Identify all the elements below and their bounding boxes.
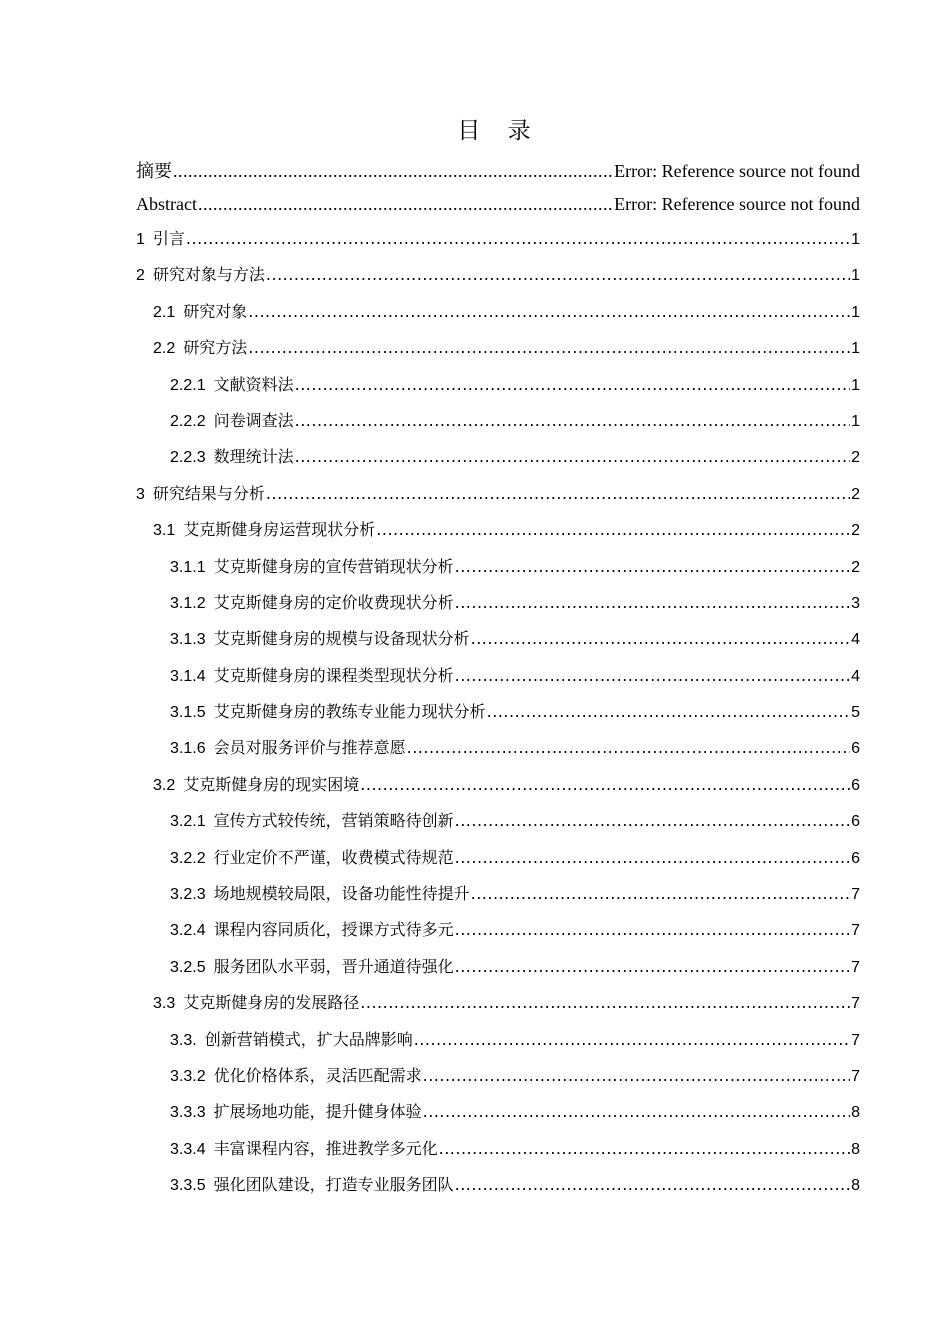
toc-dot-leader [455,803,850,839]
toc-dot-leader [248,294,850,330]
toc-entry-label: 摘要 [136,161,172,181]
toc-entry-page-number: 3 [851,594,860,612]
toc-entry-label: 艾克斯健身房运营现状分析 [183,520,376,540]
toc-entry-number: 3.1.1 [170,558,206,576]
toc-entry-page-number: 7 [851,958,860,976]
toc-entry[interactable] [136,330,860,366]
toc-entry-page-number: 6 [851,740,860,758]
toc-entry-label: Abstract [136,194,197,214]
toc-entry[interactable] [136,876,860,912]
toc-entry-number: 2.2.1 [170,376,206,394]
toc-entry-page-number: Error: Reference source not found [614,194,860,214]
toc-entry-label: 艾克斯健身房的教练专业能力现状分析 [213,702,486,722]
toc-entry[interactable] [136,1022,860,1058]
toc-entry-page-number: 2 [851,558,860,576]
toc-entry-page-number: 8 [851,1140,860,1158]
toc-entry[interactable] [136,1058,860,1094]
toc-dot-leader [198,188,613,221]
toc-entry-page-number: 7 [851,886,860,904]
toc-title: 目 录 [457,118,541,144]
toc-entry[interactable] [136,1131,860,1167]
toc-dot-leader [455,585,850,621]
toc-dot-leader [455,949,850,985]
toc-entry[interactable] [136,730,860,766]
toc-entry-page-number: 1 [851,267,860,285]
toc-dot-leader [423,1058,850,1094]
toc-entry[interactable] [136,367,860,403]
toc-entry-label: 研究结果与分析 [152,483,265,503]
toc-entry[interactable] [136,840,860,876]
toc-dot-leader [407,730,850,766]
toc-entry-label: 服务团队水平弱，晋升通道待强化 [213,956,454,976]
toc-entry-page-number: 6 [851,849,860,867]
toc-entry-label: 研究对象与方法 [152,265,265,285]
toc-dot-leader [487,694,850,730]
toc-entry-number: 3.2.1 [170,813,206,831]
toc-entry[interactable] [136,694,860,730]
toc-dot-leader [248,330,850,366]
toc-entry-page-number: 2 [851,485,860,503]
toc-entry-number: 2 [136,267,145,285]
toc-entry[interactable] [136,294,860,330]
toc-entry-number: 1 [136,231,145,248]
toc-entry[interactable] [136,512,860,548]
toc-dot-leader [439,1131,850,1167]
toc-entry[interactable] [136,1094,860,1130]
toc-dot-leader [455,549,850,585]
toc-entry[interactable] [136,658,860,694]
toc-entry[interactable] [136,439,860,475]
toc-dot-leader [455,1167,850,1203]
toc-dot-leader [295,403,850,439]
toc-entry-label: 艾克斯健身房的宣传营销现状分析 [213,556,454,576]
toc-entry-number: 3 [136,485,145,503]
toc-entry-page-number: 8 [851,1104,860,1122]
toc-entry-number: 3.3.4 [170,1140,206,1158]
toc-dot-leader [471,876,850,912]
toc-entry[interactable] [136,985,860,1021]
toc-entry[interactable] [136,549,860,585]
toc-entry[interactable] [136,221,860,257]
toc-dot-leader [173,155,613,188]
toc-entry-label: 艾克斯健身房的规模与设备现状分析 [213,629,470,649]
toc-entry[interactable] [136,803,860,839]
toc-entry-label: 文献资料法 [213,374,294,394]
toc-entry-label: 问卷调查法 [213,410,294,430]
toc-entry[interactable] [136,949,860,985]
toc-entry-page-number: 1 [851,376,860,394]
toc-entry-number: 3.1 [153,522,176,540]
toc-entry-page-number: 7 [851,995,860,1013]
toc-entry-label: 艾克斯健身房的定价收费现状分析 [213,592,454,612]
toc-dot-leader [455,658,850,694]
toc-entry[interactable] [136,767,860,803]
toc-entry-page-number: 7 [851,1067,860,1085]
toc-dot-leader [455,840,850,876]
toc-entry-page-number: 5 [851,704,860,722]
toc-entry-page-number: 7 [851,922,860,940]
toc-entry-number: 2.2.2 [170,412,206,430]
toc-entry-number: 2.2.3 [170,449,206,467]
toc-entry-label: 艾克斯健身房的发展路径 [183,993,360,1013]
toc-entry-label: 研究对象 [183,301,248,321]
toc-dot-leader [414,1022,850,1058]
toc-entry-number: 3.2.4 [170,922,206,940]
toc-entry[interactable] [136,257,860,293]
toc-list [136,155,860,1204]
toc-entry-label: 会员对服务评价与推荐意愿 [213,738,406,758]
toc-dot-leader [295,367,850,403]
toc-entry-number: 3.3.3 [170,1104,206,1122]
toc-entry[interactable] [136,585,860,621]
toc-entry-number: 3.2 [153,776,176,794]
toc-entry-page-number: 1 [851,412,860,430]
toc-entry-number: 2.1 [153,303,176,321]
toc-entry-page-number: 2 [851,449,860,467]
toc-entry-number: 3.1.6 [170,740,206,758]
toc-entry-label: 创新营销模式，扩大品牌影响 [204,1029,413,1049]
toc-entry[interactable] [136,188,860,221]
toc-entry[interactable] [136,1167,860,1203]
toc-dot-leader [295,439,850,475]
toc-entry-number: 3.1.4 [170,667,206,685]
toc-dot-leader [376,512,850,548]
toc-entry-label: 优化价格体系，灵活匹配需求 [213,1065,422,1085]
toc-entry-label: 行业定价不严谨，收费模式待规范 [213,847,454,867]
toc-dot-leader [360,985,850,1021]
toc-entry-label: 丰富课程内容，推进教学多元化 [213,1138,438,1158]
toc-entry-label: 艾克斯健身房的现实困境 [183,774,360,794]
toc-dot-leader [360,767,850,803]
toc-entry-label: 引言 [152,229,185,248]
toc-dot-leader [266,476,850,512]
toc-entry-label: 研究方法 [183,338,248,358]
toc-entry-page-number: 1 [851,303,860,321]
toc-entry-page-number: 6 [851,813,860,831]
toc-entry-page-number: 1 [851,231,860,248]
toc-entry-label: 扩展场地功能，提升健身体验 [213,1102,422,1122]
toc-entry-page-number: 2 [851,522,860,540]
toc-entry-page-number: Error: Reference source not found [614,161,860,181]
toc-entry-number: 3.3.2 [170,1067,206,1085]
toc-dot-leader [471,621,850,657]
toc-entry[interactable] [136,476,860,512]
toc-entry-page-number: 8 [851,1177,860,1195]
toc-entry-number: 3.2.2 [170,849,206,867]
toc-entry-label: 强化团队建设，打造专业服务团队 [213,1175,454,1195]
toc-entry-page-number: 4 [851,667,860,685]
toc-dot-leader [186,221,850,257]
toc-entry-page-number: 7 [851,1031,860,1049]
toc-entry[interactable] [136,912,860,948]
toc-entry-label: 课程内容同质化，授课方式待多元 [213,920,454,940]
toc-entry-number: 3.1.5 [170,704,206,722]
toc-entry-number: 3.3 [153,995,176,1013]
toc-entry-number: 3.2.5 [170,958,206,976]
toc-entry-page-number: 4 [851,631,860,649]
toc-entry-label: 宣传方式较传统，营销策略待创新 [213,811,454,831]
toc-dot-leader [455,912,850,948]
toc-dot-leader [423,1094,850,1130]
toc-entry-label: 数理统计法 [213,447,294,467]
toc-entry-label: 艾克斯健身房的课程类型现状分析 [213,665,454,685]
toc-entry-page-number: 6 [851,776,860,794]
toc-entry-number: 3.2.3 [170,886,206,904]
toc-dot-leader [266,257,850,293]
toc-entry-number: 3.1.3 [170,631,206,649]
toc-entry-number: 2.2 [153,340,176,358]
toc-entry-label: 场地规模较局限，设备功能性待提升 [213,884,470,904]
toc-entry[interactable] [136,155,860,188]
toc-entry-number: 3.3.5 [170,1177,206,1195]
toc-entry-number: 3.1.2 [170,594,206,612]
toc-entry[interactable] [136,621,860,657]
toc-entry-number: 3.3. [170,1031,197,1049]
toc-entry-page-number: 1 [851,340,860,358]
toc-entry[interactable] [136,403,860,439]
